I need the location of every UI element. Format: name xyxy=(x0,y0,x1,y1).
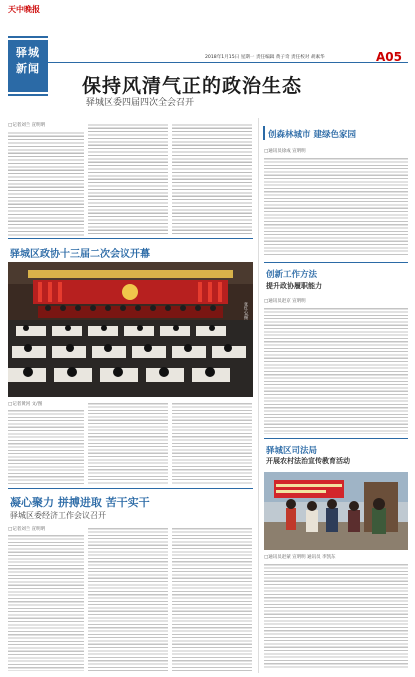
story3-text-col1 xyxy=(8,533,84,671)
date-line: 2018年1月15日 星期一 责任编辑 黄子奇 责任校对 胡素华 xyxy=(205,55,325,60)
lead-headline: 保持风清气正的政治生态 xyxy=(82,75,303,97)
side3-subheadline: 开展农村法治宣传教育活动 xyxy=(266,457,350,465)
legal-outreach-photo xyxy=(264,472,408,550)
lead-text-col3 xyxy=(172,122,252,236)
side2-rule xyxy=(264,262,408,263)
side1-text xyxy=(264,156,408,256)
lead-byline: □记者刘兰 宣明明 xyxy=(8,123,46,128)
side3-text xyxy=(264,562,408,670)
story2-byline: □记者黄河 文/图 xyxy=(8,402,43,407)
side1-accent-bar xyxy=(263,126,265,140)
side1-byline: □通讯员徐成 宣明明 xyxy=(264,149,306,154)
story2-text-col3 xyxy=(172,401,252,484)
side2-text xyxy=(264,306,408,434)
side3-rule xyxy=(264,438,408,439)
side3-headline: 驿城区司法局 xyxy=(266,446,318,456)
masthead-rule xyxy=(8,62,408,63)
lead-text-col1 xyxy=(8,130,84,236)
side1-headline: 创森林城市 建绿色家园 xyxy=(268,130,356,140)
legal-outreach-photo-image xyxy=(264,472,408,550)
story3-text-col3 xyxy=(172,526,252,671)
section-label-box xyxy=(8,36,48,96)
column-divider xyxy=(258,118,259,673)
photo-caption: 张红心/摄 xyxy=(244,302,249,320)
story2-text-col2 xyxy=(88,401,168,484)
conference-photo xyxy=(8,262,253,397)
story2-text-col1 xyxy=(8,408,84,484)
lead-text-col2 xyxy=(88,122,168,236)
newspaper-logo: 天中晚报 xyxy=(8,4,40,14)
side3-byline: □通讯员赵蒙 宣明明 通讯员 李凯东 xyxy=(264,555,336,560)
section-label-line2: 新闻 xyxy=(16,62,40,75)
story2-rule xyxy=(8,238,253,239)
side2-subheadline: 提升政协履职能力 xyxy=(266,282,322,290)
story3-subheadline: 驿城区委经济工作会议召开 xyxy=(10,511,106,520)
story2-headline: 驿城区政协十三届二次会议开幕 xyxy=(10,249,150,260)
story3-byline: □记者刘兰 宣明明 xyxy=(8,527,46,532)
side2-byline: □通讯员赵京 宣明明 xyxy=(264,299,306,304)
story3-headline: 凝心聚力 拼搏进取 苦干实干 xyxy=(10,496,150,509)
conference-photo-image xyxy=(8,262,253,397)
page-number: A05 xyxy=(376,50,402,64)
lead-subheadline: 驿城区委四届四次全会召开 xyxy=(86,98,195,108)
side2-headline: 创新工作方法 xyxy=(266,270,318,280)
story3-rule xyxy=(8,488,253,489)
story3-text-col2 xyxy=(88,526,168,671)
section-label-line1: 驿城 xyxy=(16,46,40,59)
